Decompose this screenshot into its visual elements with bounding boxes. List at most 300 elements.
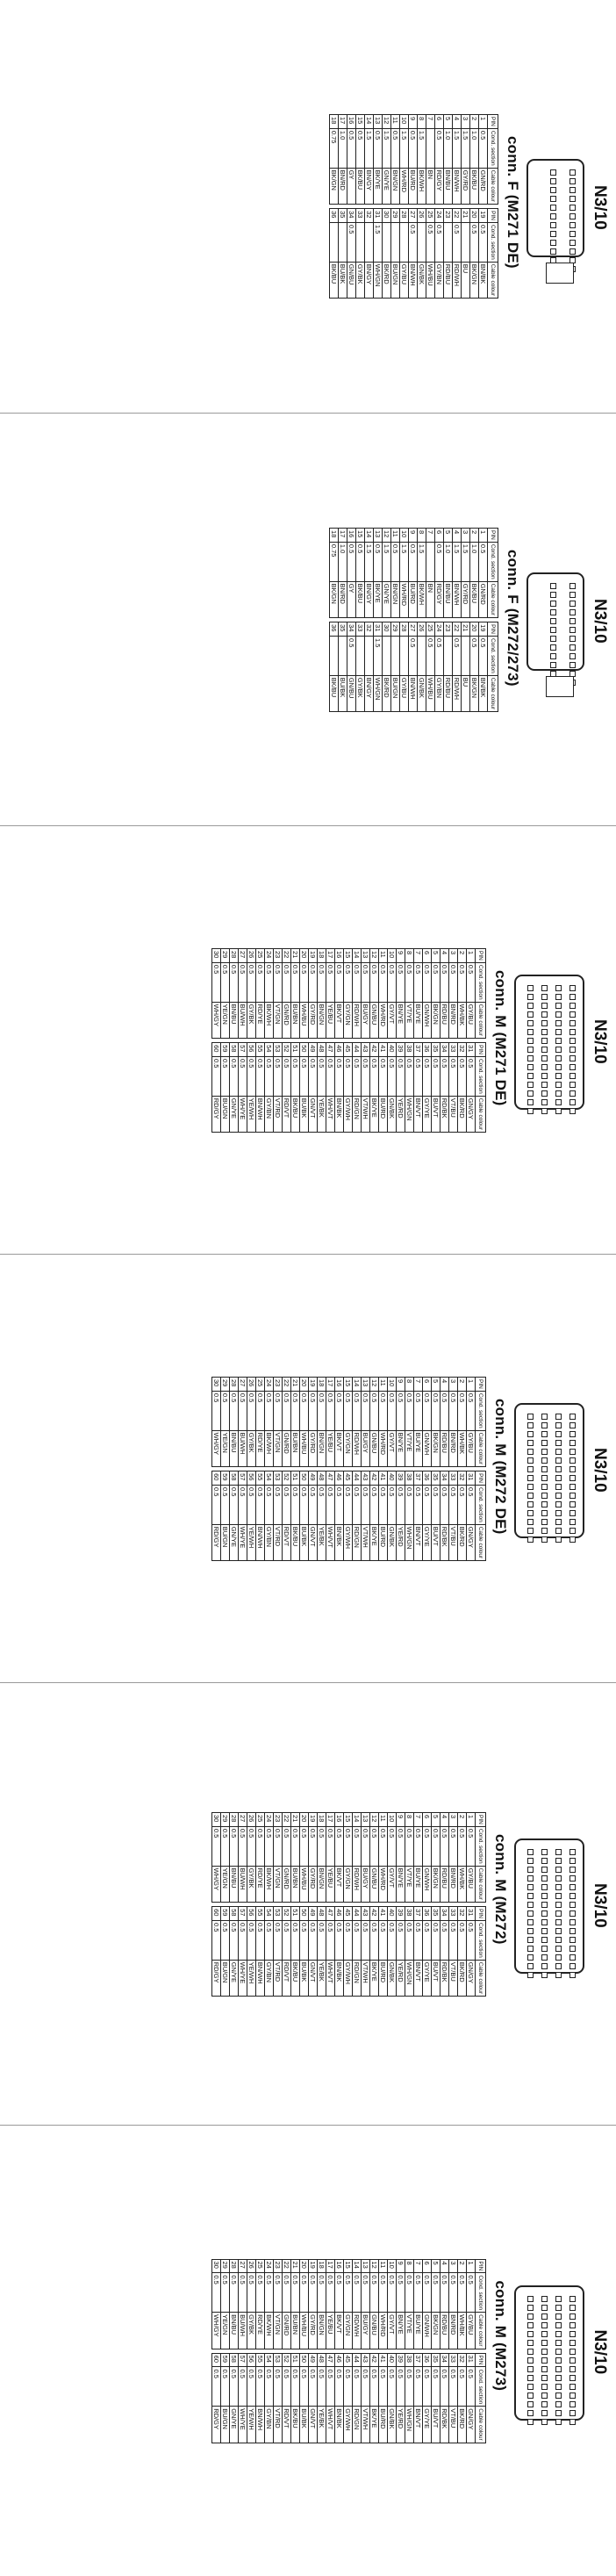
pin-number: 11 bbox=[391, 529, 400, 543]
pin-number: 9 bbox=[397, 2259, 405, 2273]
pin-row bbox=[527, 985, 534, 1114]
cable-colour: BN/YE bbox=[397, 2313, 405, 2349]
cable-colour: BN/WH bbox=[256, 2407, 265, 2443]
cond-section: 0.5 bbox=[274, 1920, 283, 1960]
pin-socket bbox=[569, 1029, 576, 1035]
cable-colour: RD/VT bbox=[283, 2407, 291, 2443]
cable-colour: GN/WH bbox=[423, 2313, 432, 2349]
pin-socket bbox=[569, 644, 576, 651]
table-row bbox=[265, 2259, 274, 2443]
column-header: Cond. section bbox=[476, 2367, 486, 2407]
connector-key bbox=[546, 676, 574, 697]
table-row bbox=[467, 2259, 476, 2443]
pin-socket bbox=[569, 213, 576, 219]
table-row bbox=[256, 1378, 265, 1561]
table-row bbox=[283, 949, 291, 1133]
cond-section: 0.5 bbox=[318, 1826, 326, 1866]
cond-section: 0.5 bbox=[397, 1391, 405, 1430]
pin-number: 1 bbox=[479, 529, 488, 543]
cond-section: 0.5 bbox=[318, 1485, 326, 1524]
column-header: PIN bbox=[476, 1043, 486, 1057]
pin-socket bbox=[569, 2357, 576, 2364]
cond-section: 0.5 bbox=[458, 1056, 467, 1096]
cond-section: 0.5 bbox=[467, 1826, 476, 1866]
cond-section bbox=[339, 222, 347, 262]
cable-colour: BU/YE bbox=[414, 1430, 423, 1467]
cond-section: 0.5 bbox=[256, 1485, 265, 1524]
pin-socket bbox=[527, 1484, 534, 1490]
table-row bbox=[449, 1378, 458, 1561]
pin-socket bbox=[541, 2340, 548, 2346]
pin-socket bbox=[541, 1431, 548, 1437]
table-row bbox=[458, 1813, 467, 1997]
pin-number: 5 bbox=[432, 949, 441, 963]
column-header: PIN bbox=[476, 2353, 486, 2367]
cable-colour: RD/BU bbox=[441, 1002, 449, 1039]
pin-number: 4 bbox=[441, 1378, 449, 1392]
pin-number: 9 bbox=[397, 1813, 405, 1827]
table-row bbox=[458, 2259, 467, 2443]
pin-number: 44 bbox=[353, 1471, 362, 1486]
cond-section: 0.5 bbox=[432, 962, 441, 1002]
pin-row bbox=[555, 2296, 562, 2425]
cond-section: 0.5 bbox=[441, 1391, 449, 1430]
pin-number: 47 bbox=[326, 1907, 335, 1921]
pin-socket bbox=[555, 1875, 562, 1882]
pin-number: 39 bbox=[397, 1471, 405, 1486]
cable-colour: WH/RD bbox=[400, 581, 409, 618]
pin-socket bbox=[569, 1449, 576, 1455]
cond-section: 0.5 bbox=[409, 128, 418, 168]
cond-section bbox=[330, 222, 339, 262]
cond-section: 0.5 bbox=[388, 2367, 397, 2407]
table-row bbox=[370, 1378, 379, 1561]
pin-socket bbox=[541, 1484, 548, 1490]
cable-colour: RD/GY bbox=[212, 1960, 221, 1997]
rotated-content bbox=[0, 1255, 616, 1683]
cable-colour: GY/BN bbox=[265, 2407, 274, 2443]
pin-socket bbox=[569, 1431, 576, 1437]
cable-colour: WH/GY bbox=[212, 1430, 221, 1467]
cable-colour: BN/YE bbox=[397, 1002, 405, 1039]
pin-number: 40 bbox=[388, 1043, 397, 1057]
pin-number: 29 bbox=[391, 209, 400, 223]
pin-socket bbox=[550, 583, 556, 589]
cable-colour: BU/BK bbox=[339, 675, 347, 712]
pin-socket bbox=[527, 1919, 534, 1925]
pin-number: 26 bbox=[247, 2259, 256, 2273]
column-header: PIN bbox=[488, 622, 498, 637]
pin-socket bbox=[541, 1946, 548, 1952]
cable-colour: BK/GN bbox=[432, 1866, 441, 1903]
pin-socket bbox=[569, 627, 576, 633]
cond-section: 0.5 bbox=[379, 2273, 388, 2313]
pin-socket bbox=[555, 1954, 562, 1961]
cable-colour: VT/WH bbox=[362, 2407, 370, 2443]
cable-colour: WH/RD bbox=[379, 1430, 388, 1467]
cond-section: 0.5 bbox=[309, 1920, 318, 1960]
connector-section bbox=[0, 413, 616, 826]
cable-colour: GY/RD bbox=[462, 581, 470, 618]
table-row bbox=[247, 1378, 256, 1561]
cond-section: 0.5 bbox=[283, 1826, 291, 1866]
column-header: PIN bbox=[488, 209, 498, 223]
pin-socket bbox=[541, 1536, 548, 1543]
cond-section: 1.5 bbox=[462, 542, 470, 581]
cable-colour: BN/VT bbox=[414, 2407, 423, 2443]
pin-socket bbox=[555, 1536, 562, 1543]
table-row bbox=[423, 1378, 432, 1561]
pin-socket bbox=[555, 1928, 562, 1934]
pin-socket bbox=[569, 1099, 576, 1105]
pin-socket bbox=[555, 1073, 562, 1079]
table-row bbox=[318, 949, 326, 1133]
cond-section bbox=[391, 222, 400, 262]
pin-socket bbox=[527, 2366, 534, 2372]
pin-number: 30 bbox=[212, 949, 221, 963]
cable-colour: RD/BU bbox=[444, 675, 453, 712]
table-row bbox=[344, 2259, 353, 2443]
pin-socket bbox=[569, 1519, 576, 1525]
cond-section: 0.5 bbox=[221, 1056, 230, 1096]
table-row bbox=[441, 1378, 449, 1561]
table-row bbox=[291, 1813, 300, 1997]
cond-section: 0.5 bbox=[409, 222, 418, 262]
pin-number: 54 bbox=[265, 1907, 274, 1921]
pin-socket bbox=[527, 1963, 534, 1969]
cable-colour: YE/RD bbox=[397, 1524, 405, 1561]
cond-section: 0.5 bbox=[362, 1920, 370, 1960]
table-row bbox=[274, 1378, 283, 1561]
cond-section: 0.5 bbox=[300, 1826, 309, 1866]
pin-socket bbox=[541, 1893, 548, 1899]
table-row bbox=[291, 949, 300, 1133]
pin-socket bbox=[541, 1910, 548, 1917]
pin-number: 52 bbox=[283, 1043, 291, 1057]
pin-number: 17 bbox=[339, 529, 347, 543]
cable-colour: BN/WH bbox=[256, 1096, 265, 1133]
cable-colour: GY/RD bbox=[309, 1866, 318, 1903]
pin-socket bbox=[527, 2349, 534, 2355]
cable-colour: WH/GN bbox=[405, 1096, 414, 1133]
cond-section: 0.5 bbox=[326, 1826, 335, 1866]
table-row bbox=[397, 1378, 405, 1561]
pin-number: 35 bbox=[432, 1907, 441, 1921]
cable-colour: YE/WH bbox=[247, 1096, 256, 1133]
pin-number: 20 bbox=[300, 1378, 309, 1392]
cable-colour: RD/GN bbox=[353, 1960, 362, 1997]
cond-section: 0.5 bbox=[405, 1056, 414, 1096]
pin-socket bbox=[541, 1528, 548, 1534]
cond-section: 0.5 bbox=[405, 2273, 414, 2313]
table-row bbox=[391, 115, 400, 299]
table-row bbox=[335, 1378, 344, 1561]
pin-number: 16 bbox=[335, 949, 344, 963]
pin-number: 56 bbox=[247, 1471, 256, 1486]
cond-section: 0.5 bbox=[274, 1056, 283, 1096]
pin-number: 25 bbox=[426, 209, 435, 223]
cond-section: 0.5 bbox=[397, 1826, 405, 1866]
pin-number: 18 bbox=[330, 529, 339, 543]
cond-section: 0.5 bbox=[309, 2273, 318, 2313]
pin-number: 29 bbox=[391, 622, 400, 637]
pin-number: 48 bbox=[318, 1043, 326, 1057]
cond-section: 0.5 bbox=[391, 542, 400, 581]
pin-number: 60 bbox=[212, 2353, 221, 2367]
cond-section: 0.5 bbox=[414, 1391, 423, 1430]
pin-socket bbox=[527, 2322, 534, 2328]
cond-section: 0.5 bbox=[362, 2367, 370, 2407]
cond-section: 0.5 bbox=[388, 962, 397, 1002]
cable-colour: RD/BK bbox=[441, 1524, 449, 1561]
cable-colour: GN/BK bbox=[388, 1524, 397, 1561]
pin-number: 30 bbox=[212, 1813, 221, 1827]
cable-colour: BU/WH bbox=[239, 1430, 247, 1467]
pin-number: 12 bbox=[383, 115, 391, 129]
table-row bbox=[388, 1378, 397, 1561]
cable-colour: GY/RD bbox=[309, 1002, 318, 1039]
cond-section: 0.5 bbox=[409, 542, 418, 581]
cond-section: 0.5 bbox=[458, 962, 467, 1002]
pin-number: 32 bbox=[365, 622, 374, 637]
cond-section bbox=[400, 222, 409, 262]
unit-label: N3/10 bbox=[591, 2329, 609, 2375]
table-row bbox=[330, 115, 339, 299]
table-row bbox=[423, 2259, 432, 2443]
pin-socket bbox=[550, 653, 556, 659]
pin-socket bbox=[569, 1928, 576, 1934]
pin-socket bbox=[550, 187, 556, 193]
cable-colour: GN/GY bbox=[467, 2407, 476, 2443]
pinout-table bbox=[211, 948, 486, 1133]
pin-socket bbox=[569, 1910, 576, 1917]
pin-socket bbox=[550, 609, 556, 615]
cond-section: 0.5 bbox=[239, 1485, 247, 1524]
table-row bbox=[435, 115, 444, 299]
pin-number: 57 bbox=[239, 1907, 247, 1921]
pin-socket bbox=[541, 1963, 548, 1969]
cond-section: 0.5 bbox=[449, 1391, 458, 1430]
cable-colour: VT/YE bbox=[405, 1866, 414, 1903]
column-header: PIN bbox=[476, 1378, 486, 1392]
cond-section: 0.5 bbox=[423, 1391, 432, 1430]
cable-colour: BN/WH bbox=[409, 262, 418, 299]
pin-socket bbox=[527, 1528, 534, 1534]
pin-number: 43 bbox=[362, 1043, 370, 1057]
pin-socket bbox=[527, 1510, 534, 1516]
pin-number: 45 bbox=[344, 1471, 353, 1486]
cable-colour: BK/YE bbox=[374, 168, 383, 205]
cable-colour: GN/BK bbox=[388, 1960, 397, 1997]
pin-number: 38 bbox=[405, 1043, 414, 1057]
pin-number: 31 bbox=[467, 1907, 476, 1921]
pin-socket bbox=[555, 1099, 562, 1105]
table-row bbox=[330, 529, 339, 712]
pin-socket bbox=[541, 1064, 548, 1070]
cond-section: 0.5 bbox=[467, 1391, 476, 1430]
cond-section: 0.5 bbox=[397, 1920, 405, 1960]
cond-section: 0.5 bbox=[239, 2273, 247, 2313]
cable-colour: WH/YE bbox=[239, 1960, 247, 1997]
pin-socket bbox=[527, 1108, 534, 1114]
table-row bbox=[339, 115, 347, 299]
cond-section: 0.5 bbox=[291, 1920, 300, 1960]
pin-socket bbox=[569, 2366, 576, 2372]
cable-colour: VT/GN bbox=[274, 1866, 283, 1903]
pin-number: 20 bbox=[300, 1813, 309, 1827]
cable-colour: GY/GN bbox=[344, 1430, 353, 1467]
cable-colour: BK/WH bbox=[265, 1002, 274, 1039]
column-header: Cond. section bbox=[488, 636, 498, 675]
pin-socket bbox=[569, 240, 576, 246]
cond-section: 1.0 bbox=[470, 542, 479, 581]
cable-colour: RD/BU bbox=[441, 1866, 449, 1903]
cable-colour: VT/YE bbox=[405, 1002, 414, 1039]
pin-number: 39 bbox=[397, 1043, 405, 1057]
pin-number: 7 bbox=[414, 1378, 423, 1392]
cond-section: 0.5 bbox=[291, 2273, 300, 2313]
pin-number: 32 bbox=[458, 1907, 467, 1921]
pin-socket bbox=[541, 1099, 548, 1105]
pin-number: 22 bbox=[453, 622, 462, 637]
pin-socket bbox=[527, 1055, 534, 1061]
connector-section bbox=[0, 0, 616, 413]
pin-number: 31 bbox=[374, 622, 383, 637]
cable-colour: GY/WH bbox=[344, 2407, 353, 2443]
column-header: PIN bbox=[476, 2259, 486, 2273]
pin-number: 12 bbox=[383, 529, 391, 543]
pin-number: 41 bbox=[379, 1907, 388, 1921]
cond-section: 0.5 bbox=[335, 1920, 344, 1960]
pin-number: 14 bbox=[365, 529, 374, 543]
pin-number: 1 bbox=[467, 1813, 476, 1827]
pin-socket bbox=[569, 1055, 576, 1061]
table-row bbox=[405, 1813, 414, 1997]
cond-section: 0.5 bbox=[318, 1391, 326, 1430]
pin-number: 22 bbox=[283, 1813, 291, 1827]
pin-socket bbox=[555, 2340, 562, 2346]
cable-colour: RD/GN bbox=[353, 1524, 362, 1561]
table-row bbox=[353, 1813, 362, 1997]
cond-section bbox=[365, 636, 374, 675]
cond-section: 0.5 bbox=[256, 1391, 265, 1430]
cable-colour: GY/BK bbox=[247, 1430, 256, 1467]
cond-section: 0.5 bbox=[458, 1391, 467, 1430]
cable-colour: GN/BU bbox=[370, 2313, 379, 2349]
pin-number: 19 bbox=[479, 209, 488, 223]
table-row bbox=[370, 1813, 379, 1997]
cable-colour: BN/BU bbox=[230, 2313, 239, 2349]
pin-socket bbox=[541, 1902, 548, 1908]
pin-number: 28 bbox=[230, 1378, 239, 1392]
table-row bbox=[239, 949, 247, 1133]
cable-colour: GN/GY bbox=[467, 1524, 476, 1561]
cond-section: 0.5 bbox=[353, 1391, 362, 1430]
pin-socket bbox=[550, 636, 556, 642]
cable-colour: BU/WH bbox=[239, 1866, 247, 1903]
pin-number: 25 bbox=[256, 2259, 265, 2273]
column-header: PIN bbox=[488, 529, 498, 543]
table-row bbox=[212, 949, 221, 1133]
cond-section: 0.5 bbox=[256, 962, 265, 1002]
cond-section: 0.5 bbox=[432, 2367, 441, 2407]
cable-colour: GY/BN bbox=[265, 1960, 274, 1997]
column-header: Cond. section bbox=[476, 2273, 486, 2313]
cable-colour: WH/BK bbox=[458, 1866, 467, 1903]
cable-colour: WH/BU bbox=[426, 675, 435, 712]
cable-colour: WH/RD bbox=[379, 1002, 388, 1039]
pin-number: 24 bbox=[265, 949, 274, 963]
cond-section: 0.5 bbox=[362, 2273, 370, 2313]
unit-label: N3/10 bbox=[591, 599, 609, 644]
pin-socket bbox=[555, 1849, 562, 1855]
connector-title: conn. M (M272) bbox=[492, 1834, 509, 1945]
pin-number: 7 bbox=[426, 115, 435, 129]
cable-colour: BU/YE bbox=[414, 1002, 423, 1039]
pin-row bbox=[527, 2296, 534, 2425]
table-row bbox=[432, 2259, 441, 2443]
cable-colour: RD/WH bbox=[353, 1430, 362, 1467]
pin-number: 55 bbox=[256, 1907, 265, 1921]
pin-socket bbox=[569, 1003, 576, 1009]
table-row bbox=[339, 529, 347, 712]
column-header: Cond. section bbox=[476, 1920, 486, 1960]
pin-socket bbox=[569, 1972, 576, 1978]
cable-colour: RD/WH bbox=[353, 1002, 362, 1039]
table-row bbox=[458, 1378, 467, 1561]
cond-section: 0.5 bbox=[432, 2273, 441, 2313]
cable-colour: RD/BK bbox=[441, 1096, 449, 1133]
cond-section: 1.5 bbox=[418, 128, 426, 168]
cond-section: 0.5 bbox=[291, 1056, 300, 1096]
rotated-content bbox=[0, 0, 616, 413]
table-row bbox=[283, 1378, 291, 1561]
cond-section: 0.5 bbox=[362, 1056, 370, 1096]
cond-section: 0.5 bbox=[335, 962, 344, 1002]
cable-colour: BU/BK bbox=[300, 2407, 309, 2443]
pin-socket bbox=[569, 1047, 576, 1053]
cond-section: 0.5 bbox=[265, 1056, 274, 1096]
cond-section: 0.5 bbox=[405, 1391, 414, 1430]
pin-socket bbox=[569, 1875, 576, 1882]
table-row bbox=[356, 115, 365, 299]
cable-colour: VT/BU bbox=[449, 1096, 458, 1133]
pin-socket bbox=[527, 2296, 534, 2302]
cond-section: 0.5 bbox=[435, 128, 444, 168]
cable-colour: VT/RD bbox=[274, 1960, 283, 1997]
column-header: PIN bbox=[476, 1907, 486, 1921]
cable-colour: GY/VT bbox=[388, 1002, 397, 1039]
table-row bbox=[326, 949, 335, 1133]
cable-colour: BK/WH bbox=[418, 168, 426, 205]
pin-socket bbox=[569, 231, 576, 237]
pin-socket bbox=[541, 1449, 548, 1455]
cable-colour: BN bbox=[426, 581, 435, 618]
pin-number: 1 bbox=[479, 115, 488, 129]
cond-section: 0.5 bbox=[353, 2273, 362, 2313]
cond-section: 0.5 bbox=[318, 2367, 326, 2407]
cable-colour: RD/YE bbox=[256, 1002, 265, 1039]
pin-socket bbox=[569, 1440, 576, 1446]
cond-section: 1.5 bbox=[453, 128, 462, 168]
table-row bbox=[414, 1813, 423, 1997]
pin-number: 37 bbox=[414, 2353, 423, 2367]
cable-colour: YE/BK bbox=[318, 2407, 326, 2443]
pin-number: 35 bbox=[432, 1471, 441, 1486]
cable-colour: GY/YE bbox=[423, 2407, 432, 2443]
pin-number: 23 bbox=[444, 209, 453, 223]
cond-section: 0.5 bbox=[247, 1391, 256, 1430]
